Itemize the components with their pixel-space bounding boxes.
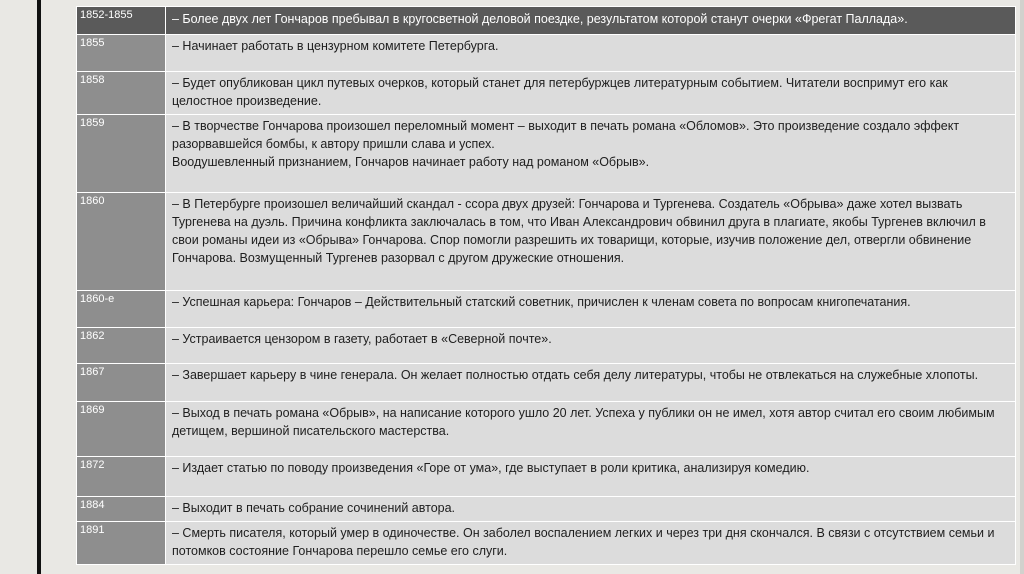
year-cell: 1869 [77, 402, 166, 457]
event-cell: – Выход в печать романа «Обрыв», на написание которого ушло 20 лет. Успеха у публики он не имел, хотя автор считал его своим любимым детищем, вершиной писательского мастерства. [166, 402, 1016, 457]
table-row [77, 7, 1016, 35]
year-cell: 1884 [77, 497, 166, 522]
table-row [77, 35, 1016, 72]
timeline-table [76, 6, 1016, 565]
year-cell: 1858 [77, 72, 166, 115]
year-cell: 1891 [77, 522, 166, 565]
year-cell: 1860 [77, 193, 166, 291]
table-row [77, 72, 1016, 115]
event-cell: – Более двух лет Гончаров пребывал в кругосветной деловой поездке, результатом которой станут очерки «Фрегат Паллада». [166, 7, 1016, 35]
year-cell: 1859 [77, 115, 166, 193]
year-cell: 1855 [77, 35, 166, 72]
table-row [77, 364, 1016, 402]
left-accent-bar [37, 0, 41, 574]
event-cell: – Успешная карьера: Гончаров – Действительный статский советник, причислен к членам совета по вопросам книгопечатания. [166, 291, 1016, 328]
right-edge [1020, 0, 1024, 574]
event-cell: – Выходит в печать собрание сочинений автора. [166, 497, 1016, 522]
event-cell: – Издает статью по поводу произведения «Горе от ума», где выступает в роли критика, анализируя комедию. [166, 457, 1016, 497]
table-row [77, 497, 1016, 522]
event-cell: – Смерть писателя, который умер в одиночестве. Он заболел воспалением легких и через три дня скончался. В связи с отсутствием семьи и потомков состояние Гончарова перешло семье его слуги. [166, 522, 1016, 565]
event-cell: – Устраивается цензором в газету, работает в «Северной почте». [166, 328, 1016, 364]
year-cell: 1867 [77, 364, 166, 402]
table-row [77, 328, 1016, 364]
event-cell: – В творчестве Гончарова произошел переломный момент – выходит в печать романа «Обломов». Это произведение создало эффект разорвавшейся бомбы, к автору пришли слава и успех. Воодушевленный признанием, Гончаров начинает работу над романом «Обрыв». [166, 115, 1016, 193]
event-cell: – Завершает карьеру в чине генерала. Он желает полностью отдать себя делу литературы, чтобы не отвлекаться на служебные хлопоты. [166, 364, 1016, 402]
table-row [77, 402, 1016, 457]
year-cell: 1872 [77, 457, 166, 497]
year-cell: 1862 [77, 328, 166, 364]
year-cell: 1860-е [77, 291, 166, 328]
table-row [77, 193, 1016, 291]
table-row [77, 291, 1016, 328]
event-cell: – Начинает работать в цензурном комитете Петербурга. [166, 35, 1016, 72]
year-cell: 1852-1855 [77, 7, 166, 35]
table-row [77, 522, 1016, 565]
table-row [77, 457, 1016, 497]
table-row [77, 115, 1016, 193]
event-cell: – Будет опубликован цикл путевых очерков, который станет для петербуржцев литературным событием. Читатели воспримут его как целостное произведение. [166, 72, 1016, 115]
event-cell: – В Петербурге произошел величайший скандал - ссора двух друзей: Гончарова и Тургенева. Создатель «Обрыва» даже хотел вызвать Тургенева на дуэль. Причина конфликта заключалась в том, что Иван Александрович обвинил друга в плагиате, якобы Тургенев включил в свои романы идеи из «Обрыва» Гончарова. Спор помогли разрешить их товарищи, которые, изучив положение дел, отвергли обвинение Гончарова. Возмущенный Тургенев разорвал с другом дружеские отношения. [166, 193, 1016, 291]
